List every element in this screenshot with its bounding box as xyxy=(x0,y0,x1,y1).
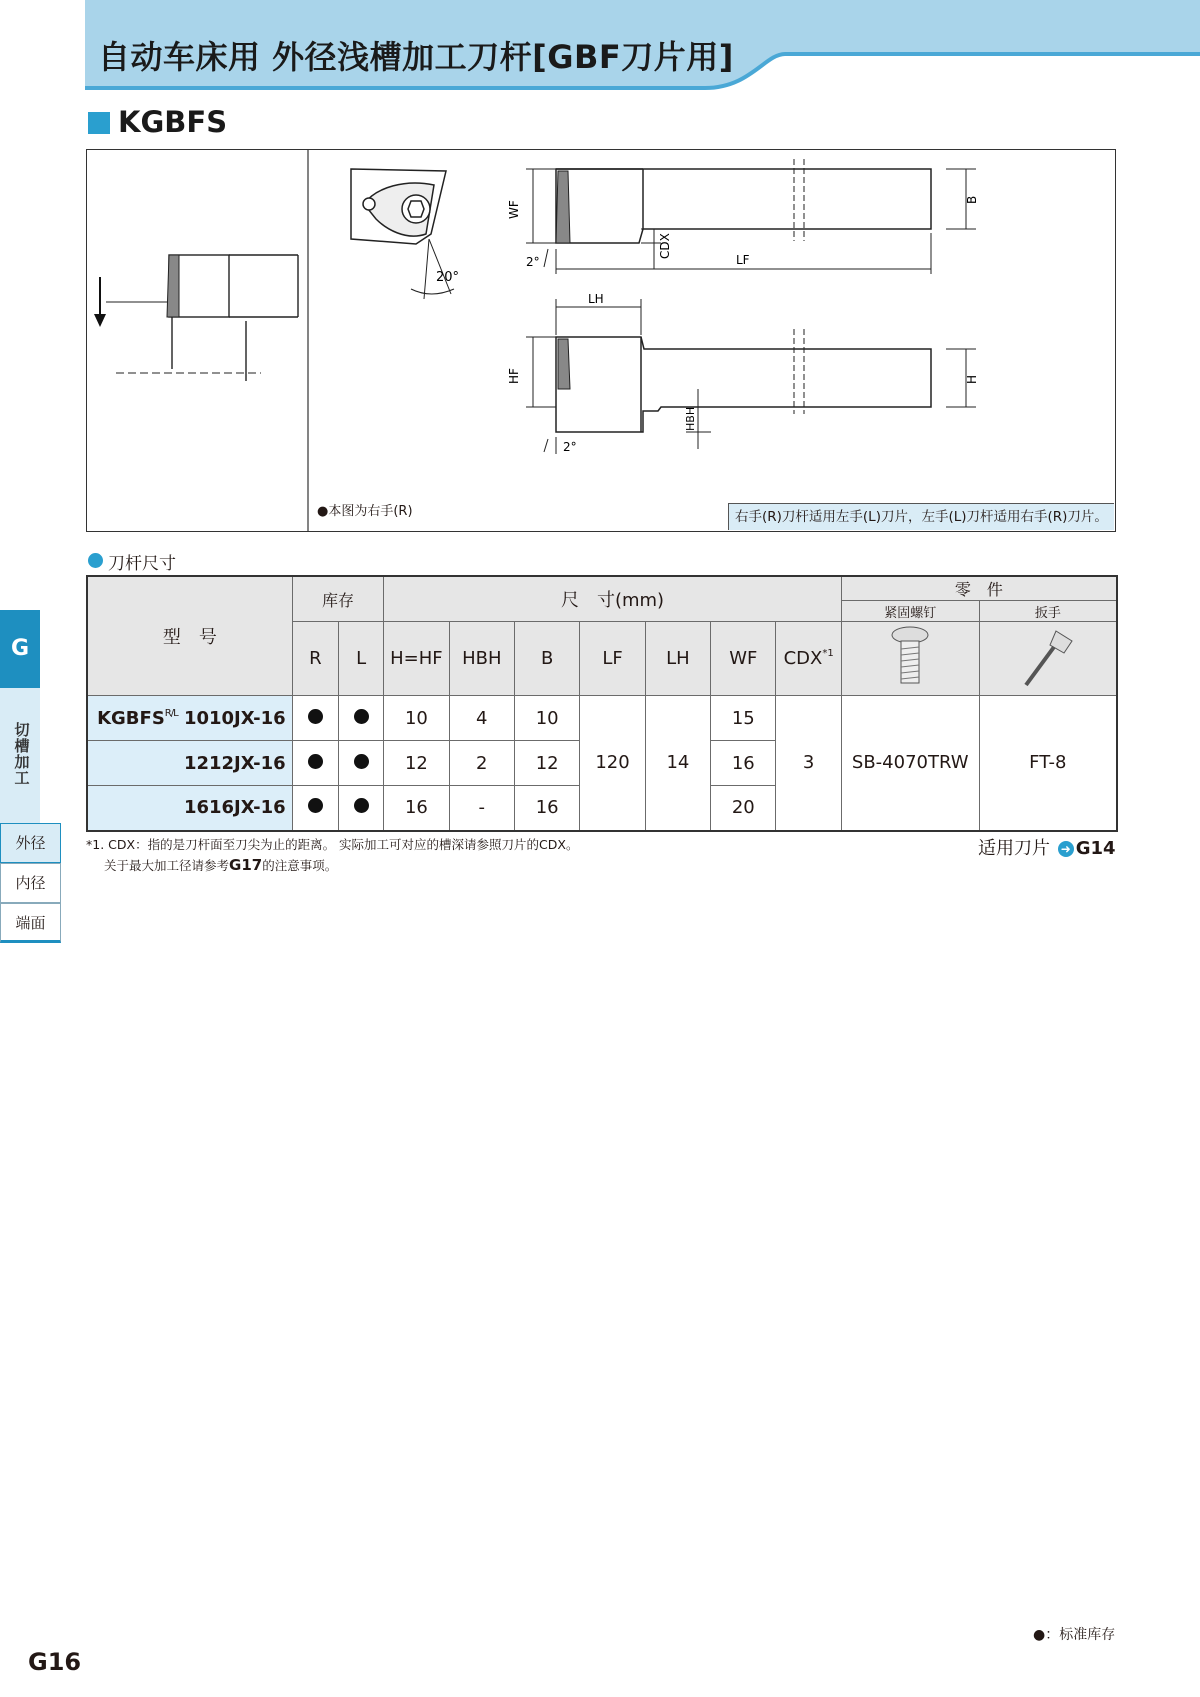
screw-image xyxy=(841,622,979,696)
model-cell-3: 1616JX-16 xyxy=(87,786,292,831)
wrench-image xyxy=(979,622,1117,696)
hbh-1: 4 xyxy=(449,696,514,741)
b-3: 16 xyxy=(514,786,579,831)
stock-r-1 xyxy=(292,696,338,741)
side-tab-outer[interactable]: 外径 xyxy=(0,823,61,863)
h-hf-2: 12 xyxy=(384,741,449,786)
section-marker-icon xyxy=(88,112,110,134)
lh-label: LH xyxy=(588,292,604,306)
hbh-2: 2 xyxy=(449,741,514,786)
h-hf-1: 10 xyxy=(384,696,449,741)
footnote-page-link[interactable]: G17 xyxy=(229,856,263,874)
cdx-label: CDX xyxy=(658,233,672,259)
compatibility-note: 右手(R)刀杆适用左手(L)刀片，左手(L)刀杆适用右手(R)刀片。 xyxy=(728,503,1114,530)
arrow-right-icon: ➜ xyxy=(1058,841,1074,857)
stock-l-1 xyxy=(338,696,383,741)
header-parts: 零 件 xyxy=(841,576,1117,601)
angle-2-label-top: 2° xyxy=(526,255,540,269)
cdx-footnote-mark: *1 xyxy=(822,648,834,659)
header-wrench: 扳手 xyxy=(979,601,1117,622)
lf-label: LF xyxy=(736,253,750,267)
wf-1: 15 xyxy=(711,696,776,741)
page-title: 自动车床用 外径浅槽加工刀杆[GBF刀片用] xyxy=(98,38,734,76)
bullet-icon xyxy=(88,553,103,568)
header-h-hf: H=HF xyxy=(384,622,449,696)
wrench-icon xyxy=(1018,623,1078,689)
cdx-shared: 3 xyxy=(776,696,841,831)
screw-shared: SB-4070TRW xyxy=(841,696,979,831)
spec-table xyxy=(86,575,1118,832)
header-b: B xyxy=(514,622,579,696)
h-hf-3: 16 xyxy=(384,786,449,831)
side-tab-category[interactable]: 切槽加工 xyxy=(14,721,30,787)
footnote-max-diameter: 关于最大加工径请参考G17的注意事项。 xyxy=(104,856,338,874)
header-screw: 紧固螺钉 xyxy=(841,601,979,622)
side-tab-face[interactable]: 端面 xyxy=(0,903,61,943)
b-label: B xyxy=(965,195,979,204)
insert-reference[interactable]: 适用刀片 ➜ G14 xyxy=(978,838,1116,859)
header-stock: 库存 xyxy=(292,576,384,622)
model-cell-2: 1212JX-16 xyxy=(87,741,292,786)
hf-label: HF xyxy=(507,368,521,384)
hbh-3: - xyxy=(449,786,514,831)
wf-3: 20 xyxy=(711,786,776,831)
b-1: 10 xyxy=(514,696,579,741)
holder-diagram xyxy=(86,149,1116,532)
stock-r-3 xyxy=(292,786,338,831)
header-l: L xyxy=(338,622,383,696)
stock-l-3 xyxy=(338,786,383,831)
h-label: H xyxy=(965,374,979,384)
hbh-label: HBH xyxy=(684,406,697,431)
stock-l-2 xyxy=(338,741,383,786)
side-tab-section[interactable]: G xyxy=(0,610,40,688)
header-wf: WF xyxy=(711,622,776,696)
wf-2: 16 xyxy=(711,741,776,786)
stock-legend: ●：标准库存 xyxy=(1033,1627,1116,1643)
wf-label: WF xyxy=(507,200,521,219)
lf-shared: 120 xyxy=(580,696,645,831)
model-cell-1: $KGBFS^{R/L}$ 1010JX-16 xyxy=(87,696,292,741)
lh-shared: 14 xyxy=(645,696,710,831)
angle-20-label: 20° xyxy=(436,270,460,285)
side-tab-inner[interactable]: 内径 xyxy=(0,863,61,903)
stock-r-2 xyxy=(292,741,338,786)
header-cdx: CDX$^{*1}$ xyxy=(776,622,841,696)
header-model: 型 号 xyxy=(87,576,292,696)
header-dimensions: 尺 寸(mm) xyxy=(384,576,842,622)
header-r: R xyxy=(292,622,338,696)
header-hbh: HBH xyxy=(449,622,514,696)
header-lh: LH xyxy=(645,622,710,696)
dimension-heading: 刀杆尺寸 xyxy=(108,554,176,574)
right-hand-note: ●本图为右手(R) xyxy=(317,504,413,519)
section-title: KGBFS xyxy=(118,105,228,139)
footnote-cdx: *1. CDX：指的是刀杆面至刀尖为止的距离。 实际加工可对应的槽深请参照刀片的CDX。 xyxy=(86,837,579,852)
header-lf: LF xyxy=(580,622,645,696)
angle-2-label-side: 2° xyxy=(563,440,577,454)
b-2: 12 xyxy=(514,741,579,786)
screw-icon xyxy=(890,625,930,687)
page-number: G16 xyxy=(28,1648,82,1676)
wrench-shared: FT-8 xyxy=(979,696,1117,831)
